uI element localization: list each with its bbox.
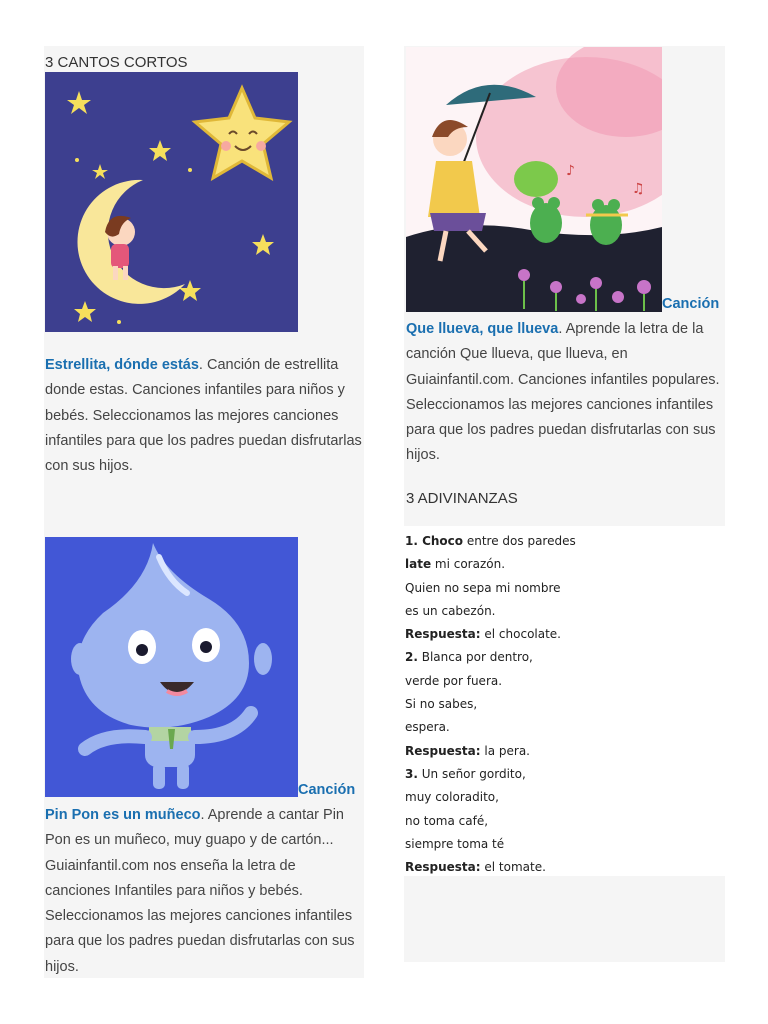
riddle-answer: Respuesta: la pera. [405, 743, 530, 758]
riddle-answer: Respuesta: el chocolate. [405, 627, 561, 642]
section-title-cantos: 3 CANTOS CORTOS [45, 54, 188, 71]
quellueva-link-prefix[interactable]: Canción [662, 296, 720, 312]
riddle-line: siempre toma té [405, 836, 505, 851]
estrellita-link[interactable]: Estrellita, dónde estás [45, 357, 199, 373]
estrellita-paragraph [45, 353, 363, 479]
quellueva-paragraph [406, 317, 724, 469]
section-title-adivinanzas: 3 ADIVINANZAS [406, 490, 518, 507]
riddle-answer: Respuesta: el tomate. [405, 860, 546, 875]
riddle-line: 1. Choco entre dos paredes [405, 534, 576, 548]
quellueva-description: . Aprende la letra de la canción Que llueva, que llueva, en Guiainfantil.com. Canciones infantiles populares. Seleccionamos las mejores canciones infantiles para que los padres puedan disfrutarlas con sus hijos. [406, 321, 720, 464]
riddle-line: verde por fuera. [405, 673, 503, 688]
pinpon-link[interactable]: Pin Pon es un muñeco [45, 807, 201, 823]
right-panel-bottom [404, 876, 725, 962]
riddle-line: Si no sabes, [405, 697, 478, 712]
riddle-line: es un cabezón. [405, 603, 496, 618]
riddle-line: 2. Blanca por dentro, [405, 650, 533, 665]
pinpon-description: . Aprende a cantar Pin Pon es un muñeco, muy guapo y de cartón... Guiainfantil.com nos enseña la letra de canciones Infantiles para niños y bebés. Seleccionamos las mejores canciones infantiles para que los padres puedan disfrutarlas con sus hijos. [45, 807, 355, 975]
pinpon-image [45, 537, 298, 797]
estrellita-image [45, 72, 298, 332]
riddle-line: 3. Un señor gordito, [405, 766, 526, 781]
riddle-line: no toma café, [405, 813, 489, 828]
quellueva-image [406, 47, 662, 312]
riddle-line: Quien no sepa mi nombre [405, 580, 561, 595]
riddle-line: late mi corazón. [405, 557, 506, 572]
riddle-line: muy coloradito, [405, 790, 499, 805]
pinpon-paragraph [45, 803, 363, 980]
estrellita-description: . Canción de estrellita donde estas. Canciones infantiles para niños y bebés. Seleccionamos las mejores canciones infantiles para que los padres puedan disfrutarlas con sus hijos. [45, 357, 362, 475]
pinpon-link-prefix[interactable]: Canción [298, 782, 356, 798]
riddle-line: espera. [405, 720, 450, 735]
svg-text:♪: ♪ [566, 163, 575, 179]
svg-text:♫: ♫ [632, 181, 645, 197]
riddles-list [405, 530, 705, 879]
quellueva-link[interactable]: Que llueva, que llueva [406, 321, 559, 337]
